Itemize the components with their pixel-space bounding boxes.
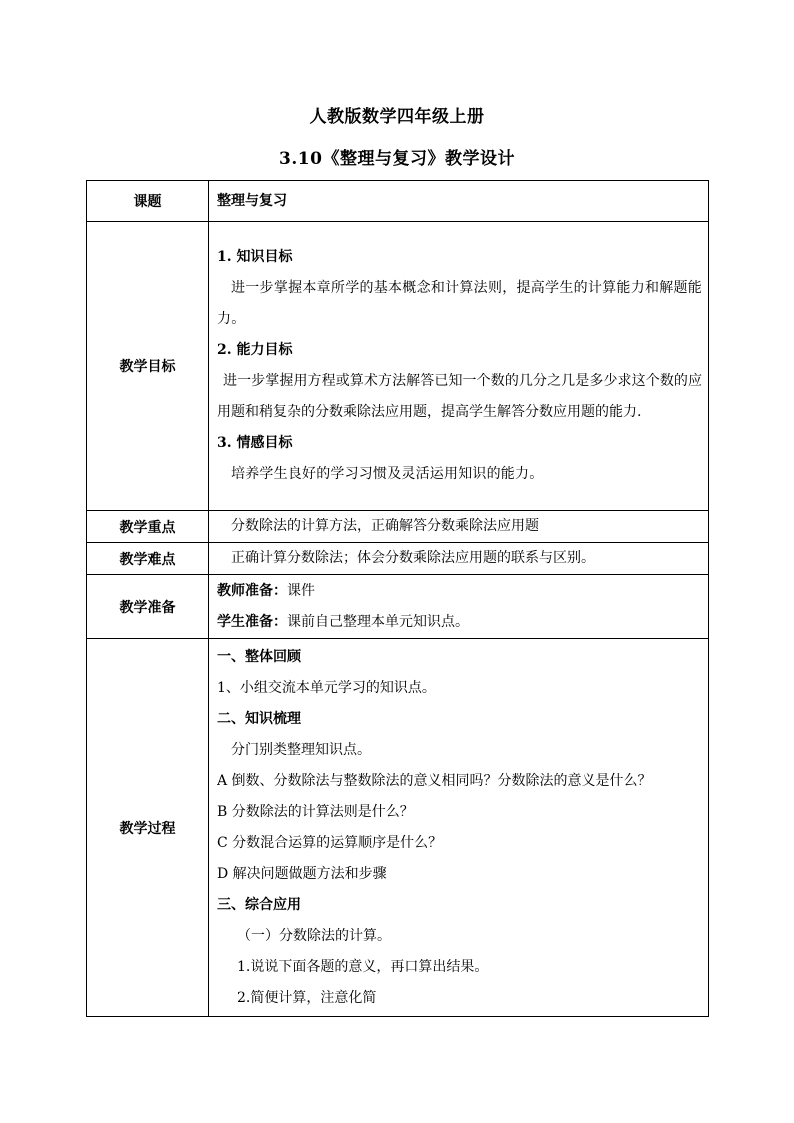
process-section-1: 一、整体回顾 (217, 648, 301, 665)
row-goals (87, 222, 709, 511)
process-section-2: 二、知识梳理 (217, 710, 301, 727)
prep-student-value: 课前自己整理本单元知识点。 (287, 613, 469, 630)
goal-ability-heading: 2. 能力目标 (217, 342, 293, 358)
goal-ability-text: 进一步掌握用方程或算术方法解答已知一个数的几分之几是多少求这个数的应用题和稍复杂的分数乘除法应用题，提高学生解答分数应用题的能力. (217, 373, 702, 420)
process-item-3-1-2: 2.简便计算，注意化简 (237, 989, 377, 1006)
prep-student-label: 学生准备： (217, 613, 287, 630)
goal-knowledge-text: 进一步掌握本章所学的基本概念和计算法则，提高学生的计算能力和解题能力。 (217, 280, 702, 327)
topic-label: 课题 (87, 181, 209, 222)
goal-emotion-text: 培养学生良好的学习习惯及灵活运用知识的能力。 (231, 466, 544, 482)
row-topic (87, 181, 709, 222)
process-item-2-b: B 分数除法的计算法则是什么？ (217, 803, 414, 820)
focus-text: 分数除法的计算方法，正确解答分数乘除法应用题 (231, 518, 539, 534)
document-subtitle: 3.10《整理与复习》教学设计 (279, 149, 515, 169)
document-title: 人教版数学四年级上册 (309, 107, 485, 127)
prep-content (209, 575, 709, 639)
prep-student (217, 607, 702, 638)
row-focus (87, 511, 709, 543)
prep-teacher (217, 576, 702, 607)
process-item-2-d: D 解决问题做题方法和步骤 (217, 865, 387, 882)
goals-content (209, 222, 709, 511)
goal-emotion-heading: 3. 情感目标 (217, 435, 293, 451)
process-item-3-1: （一）分数除法的计算。 (237, 927, 391, 944)
process-content (209, 639, 709, 1017)
difficulty-text: 正确计算分数除法；体会分数乘除法应用题的联系与区别。 (231, 550, 595, 566)
goals-label: 教学目标 (87, 222, 209, 511)
prep-label: 教学准备 (87, 575, 209, 639)
process-item-2-c: C 分数混合运算的运算顺序是什么？ (217, 834, 443, 851)
goal-knowledge-heading: 1. 知识目标 (217, 249, 293, 265)
prep-teacher-value: 课件 (287, 582, 315, 599)
row-prep (87, 575, 709, 639)
focus-value (209, 511, 709, 543)
process-item-3-1-1: 1.说说下面各题的意义，再口算出结果。 (237, 958, 489, 975)
topic-text: 整理与复习 (217, 192, 287, 209)
row-difficulty (87, 543, 709, 575)
process-section-2-intro: 分门别类整理知识点。 (231, 741, 371, 758)
lesson-plan-table (86, 180, 709, 1017)
process-item-2-a: A 倒数、分数除法与整数除法的意义相同吗？分数除法的意义是什么？ (217, 772, 652, 789)
process-item-1-1: 1、小组交流本单元学习的知识点。 (217, 679, 436, 696)
difficulty-label: 教学难点 (87, 543, 209, 575)
process-section-3: 三、综合应用 (217, 896, 301, 913)
process-label: 教学过程 (87, 639, 209, 1017)
topic-value (209, 181, 709, 222)
focus-label: 教学重点 (87, 511, 209, 543)
prep-teacher-label: 教师准备： (217, 582, 287, 599)
row-process (87, 639, 709, 1017)
difficulty-value (209, 543, 709, 575)
